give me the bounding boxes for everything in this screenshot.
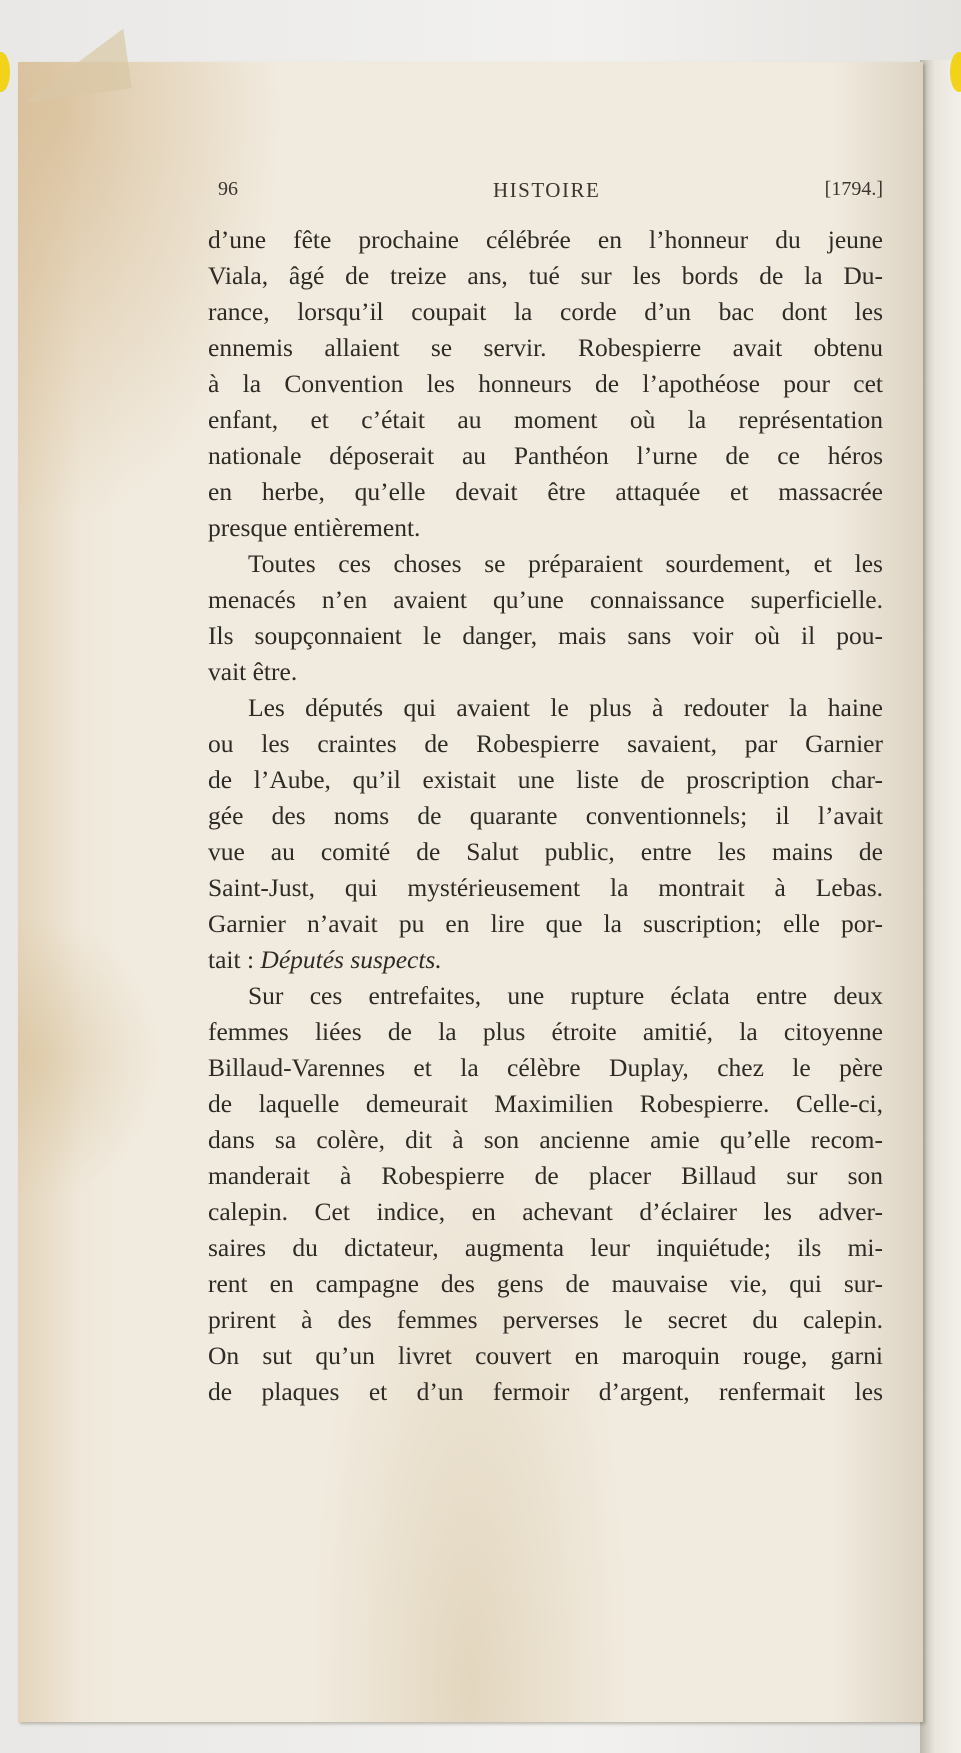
text-line: Toutes ces choses se préparaient sourdement, et les xyxy=(248,549,883,578)
text-line: de l’Aube, qu’il existait une liste de proscription char- xyxy=(208,765,883,794)
text-line: gée des noms de quarante conventionnels; il l’avait xyxy=(208,801,883,830)
text-line-with-italic xyxy=(208,942,883,978)
text-line: ou les craintes de Robespierre savaient, par Garnier xyxy=(208,729,883,758)
text-line: enfant, et c’était au moment où la représentation xyxy=(208,405,883,434)
text-line: femmes liées de la plus étroite amitié, la citoyenne xyxy=(208,1017,883,1046)
text-line: de plaques et d’un fermoir d’argent, renfermait les xyxy=(208,1377,883,1406)
page-number: 96 xyxy=(218,178,238,200)
text-line: de laquelle demeurait Maximilien Robespierre. Celle-ci, xyxy=(208,1089,883,1118)
text-line: nationale déposerait au Panthéon l’urne de ce héros xyxy=(208,441,883,470)
header-year: [1794.] xyxy=(824,178,883,200)
text-line: d’une fête prochaine célébrée en l’honneur du jeune xyxy=(208,225,883,254)
running-title: HISTOIRE xyxy=(493,178,601,202)
text-line: Saint-Just, qui mystérieusement la montrait à Lebas. xyxy=(208,873,883,902)
text-line: à la Convention les honneurs de l’apothéose pour cet xyxy=(208,369,883,398)
text-line: presque entièrement. xyxy=(208,513,421,542)
text-line: saires du dictateur, augmenta leur inquiétude; ils mi- xyxy=(208,1233,883,1262)
text-line: Viala, âgé de treize ans, tué sur les bords de la Du- xyxy=(208,261,883,290)
scan-marker-icon xyxy=(950,52,961,92)
adjacent-page-edge xyxy=(920,60,961,1753)
text-line: Ils soupçonnaient le danger, mais sans voir où il pou- xyxy=(208,621,883,650)
text-line: Garnier n’avait pu en lire que la suscription; elle por- xyxy=(208,909,883,938)
text-line: On sut qu’un livret couvert en maroquin rouge, garni xyxy=(208,1341,883,1370)
italic-text: Députés suspects. xyxy=(260,945,442,974)
text-segment: tait : xyxy=(208,945,255,974)
running-header xyxy=(218,178,883,208)
text-line: Les députés qui avaient le plus à redouter la haine xyxy=(248,693,883,722)
text-line: vue au comité de Salut public, entre les mains de xyxy=(208,837,883,866)
text-line: menacés n’en avaient qu’une connaissance superficielle. xyxy=(208,585,883,614)
text-line: vait être. xyxy=(208,657,298,686)
text-line: prirent à des femmes perverses le secret du calepin. xyxy=(208,1305,883,1334)
text-line: dans sa colère, dit à son ancienne amie qu’elle recom- xyxy=(208,1125,883,1154)
body-text xyxy=(208,222,883,1410)
text-line: manderait à Robespierre de placer Billaud sur son xyxy=(208,1161,883,1190)
text-line: ennemis allaient se servir. Robespierre avait obtenu xyxy=(208,333,883,362)
text-line: Billaud-Varennes et la célèbre Duplay, chez le père xyxy=(208,1053,883,1082)
text-line: rent en campagne des gens de mauvaise vie, qui sur- xyxy=(208,1269,883,1298)
text-line: rance, lorsqu’il coupait la corde d’un bac dont les xyxy=(208,297,883,326)
text-line: calepin. Cet indice, en achevant d’éclairer les adver- xyxy=(208,1197,883,1226)
text-line: en herbe, qu’elle devait être attaquée et massacrée xyxy=(208,477,883,506)
text-line: Sur ces entrefaites, une rupture éclata entre deux xyxy=(248,981,883,1010)
